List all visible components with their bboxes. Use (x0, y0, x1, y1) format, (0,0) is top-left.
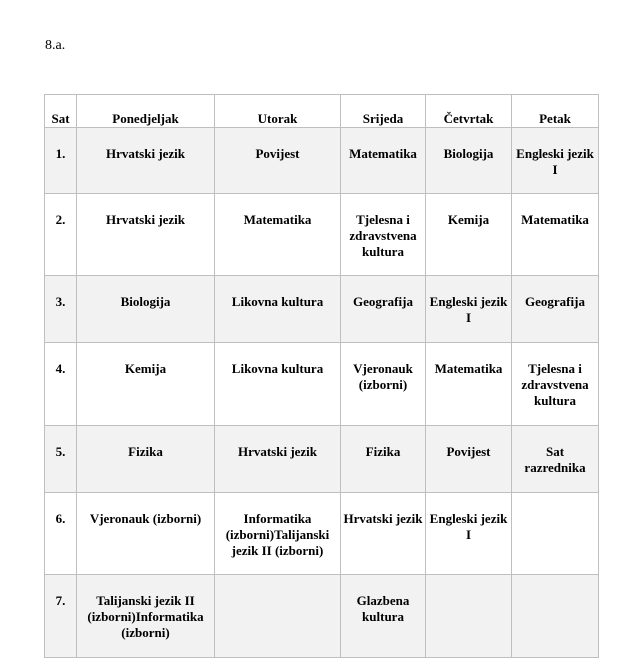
period-number: 1. (45, 128, 77, 194)
table-cell: Povijest (426, 426, 512, 493)
period-number: 2. (45, 194, 77, 276)
table-cell: Kemija (426, 194, 512, 276)
header-petak: Petak (512, 95, 599, 128)
period-number: 5. (45, 426, 77, 493)
table-cell: Biologija (77, 276, 215, 343)
table-cell: Informatika (izborni)Talijanski jezik II (izborni) (215, 493, 341, 575)
schedule-table (44, 94, 599, 658)
table-cell: Likovna kultura (215, 343, 341, 426)
table-cell: Matematika (341, 128, 426, 194)
table-cell: Tjelesna i zdravstvena kultura (512, 343, 599, 426)
header-sat: Sat (45, 95, 77, 128)
table-row (45, 194, 599, 276)
header-utorak: Utorak (215, 95, 341, 128)
table-cell: Povijest (215, 128, 341, 194)
table-cell (215, 575, 341, 658)
table-cell: Fizika (341, 426, 426, 493)
table-row (45, 575, 599, 658)
table-cell: Matematika (426, 343, 512, 426)
table-cell: Hrvatski jezik (77, 194, 215, 276)
header-cetvrtak: Četvrtak (426, 95, 512, 128)
table-cell: Matematika (215, 194, 341, 276)
table-row (45, 276, 599, 343)
table-row (45, 426, 599, 493)
table-cell (512, 493, 599, 575)
table-row (45, 493, 599, 575)
table-cell: Geografija (341, 276, 426, 343)
table-cell: Likovna kultura (215, 276, 341, 343)
header-srijeda: Srijeda (341, 95, 426, 128)
table-cell: Talijanski jezik II (izborni)Informatika (izborni) (77, 575, 215, 658)
table-cell: Biologija (426, 128, 512, 194)
period-number: 7. (45, 575, 77, 658)
table-cell: Vjeronauk (izborni) (341, 343, 426, 426)
table-cell: Engleski jezik I (426, 276, 512, 343)
period-number: 6. (45, 493, 77, 575)
table-cell: Glazbena kultura (341, 575, 426, 658)
document-title: 8.a. (45, 38, 66, 53)
period-number: 4. (45, 343, 77, 426)
table-cell: Engleski jezik I (512, 128, 599, 194)
table-cell: Kemija (77, 343, 215, 426)
table-cell: Hrvatski jezik (77, 128, 215, 194)
table-cell: Fizika (77, 426, 215, 493)
table-row (45, 343, 599, 426)
table-cell (512, 575, 599, 658)
table-cell: Vjeronauk (izborni) (77, 493, 215, 575)
table-cell: Tjelesna i zdravstvena kultura (341, 194, 426, 276)
table-cell: Matematika (512, 194, 599, 276)
header-ponedjeljak: Ponedjeljak (77, 95, 215, 128)
table-row (45, 128, 599, 194)
table-cell: Sat razrednika (512, 426, 599, 493)
table-cell: Engleski jezik I (426, 493, 512, 575)
table-cell: Geografija (512, 276, 599, 343)
table-cell: Hrvatski jezik (341, 493, 426, 575)
table-cell (426, 575, 512, 658)
table-cell: Hrvatski jezik (215, 426, 341, 493)
table-header-row (45, 95, 599, 128)
period-number: 3. (45, 276, 77, 343)
